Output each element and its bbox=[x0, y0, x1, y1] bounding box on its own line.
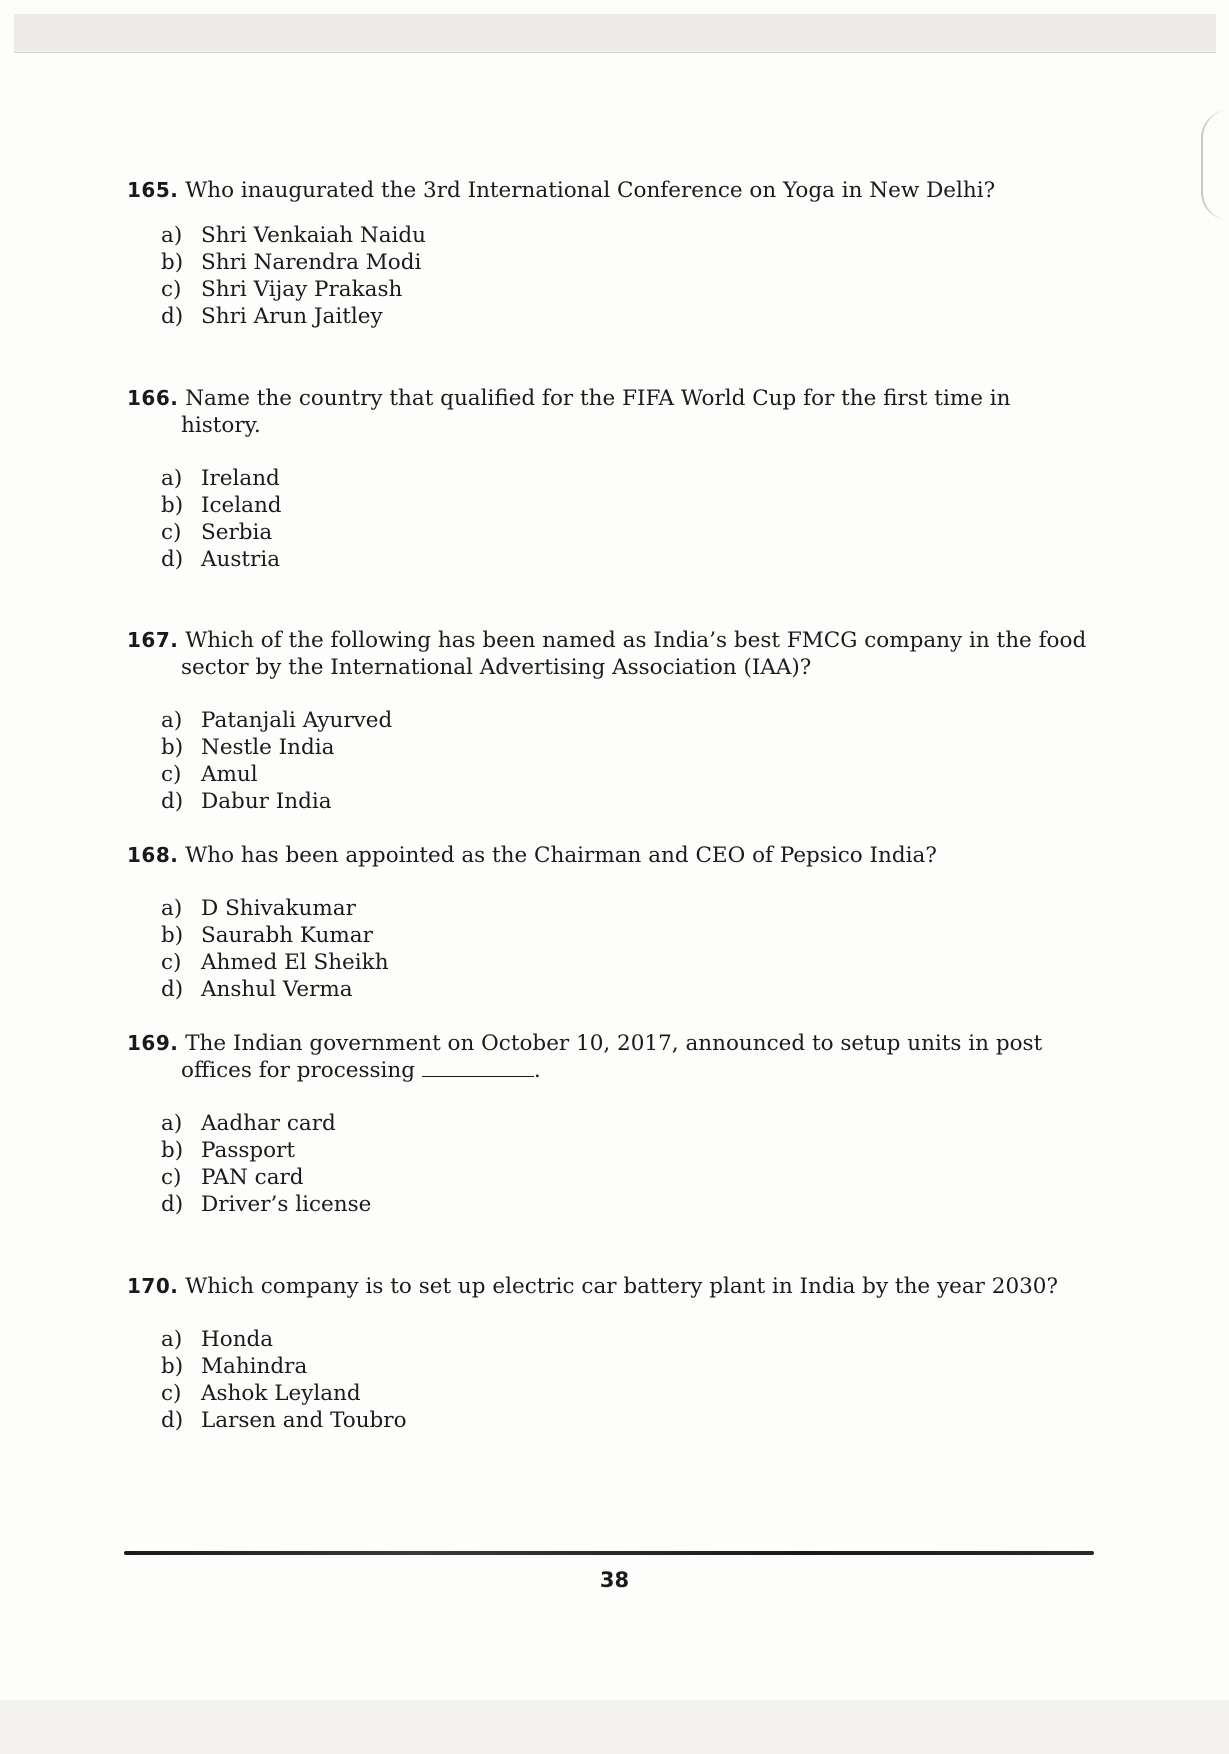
option-text: PAN card bbox=[201, 1165, 304, 1190]
option-letter: c) bbox=[161, 762, 182, 787]
option-text: Shri Venkaiah Naidu bbox=[201, 223, 427, 248]
question-text bbox=[127, 177, 1087, 204]
option-b bbox=[161, 1353, 407, 1380]
question-number: 170. bbox=[127, 1274, 179, 1298]
option-text: Ireland bbox=[201, 466, 280, 491]
option-letter: b) bbox=[161, 923, 184, 948]
option-a bbox=[161, 1110, 371, 1137]
options-list bbox=[161, 707, 392, 815]
option-letter: d) bbox=[161, 977, 184, 1002]
question-end: . bbox=[533, 1058, 541, 1083]
question-text bbox=[127, 627, 1087, 681]
question-number: 167. bbox=[127, 628, 179, 652]
option-letter: a) bbox=[161, 708, 183, 733]
page-number: 38 bbox=[599, 1568, 630, 1592]
option-b bbox=[161, 1137, 371, 1164]
option-letter: c) bbox=[161, 277, 182, 302]
option-letter: d) bbox=[161, 304, 184, 329]
option-text: Saurabh Kumar bbox=[201, 923, 373, 948]
option-c bbox=[161, 1380, 407, 1407]
question-number: 165. bbox=[127, 178, 179, 202]
option-text: Shri Vijay Prakash bbox=[201, 277, 403, 302]
option-letter: b) bbox=[161, 1354, 184, 1379]
question-number: 168. bbox=[127, 843, 179, 867]
option-letter: b) bbox=[161, 735, 184, 760]
option-c bbox=[161, 276, 426, 303]
option-letter: c) bbox=[161, 950, 182, 975]
option-d bbox=[161, 788, 392, 815]
option-text: Honda bbox=[201, 1327, 274, 1352]
option-b bbox=[161, 922, 389, 949]
option-d bbox=[161, 1191, 371, 1218]
option-b bbox=[161, 734, 392, 761]
option-letter: b) bbox=[161, 493, 184, 518]
options-list bbox=[161, 1110, 371, 1218]
option-text: Driver’s license bbox=[201, 1192, 372, 1217]
option-letter: a) bbox=[161, 896, 183, 921]
option-a bbox=[161, 895, 389, 922]
option-text: Austria bbox=[201, 547, 281, 572]
option-text: Aadhar card bbox=[201, 1111, 336, 1136]
question-167 bbox=[127, 627, 1087, 814]
question-166 bbox=[127, 385, 1087, 572]
question-165 bbox=[127, 177, 1087, 329]
option-text: Anshul Verma bbox=[201, 977, 353, 1002]
question-text bbox=[127, 842, 1087, 869]
option-text: Mahindra bbox=[201, 1354, 308, 1379]
option-text: Shri Arun Jaitley bbox=[201, 304, 383, 329]
option-text: Amul bbox=[201, 762, 258, 787]
option-text: Serbia bbox=[201, 520, 273, 545]
question-170 bbox=[127, 1273, 1087, 1433]
option-text: D Shivakumar bbox=[201, 896, 356, 921]
option-text: Passport bbox=[201, 1138, 296, 1163]
fill-in-blank bbox=[422, 1060, 534, 1077]
option-a bbox=[161, 1326, 407, 1353]
option-text: Patanjali Ayurved bbox=[201, 708, 393, 733]
option-letter: d) bbox=[161, 1408, 184, 1433]
option-letter: a) bbox=[161, 1327, 183, 1352]
options-list bbox=[161, 465, 282, 573]
question-169 bbox=[127, 1030, 1087, 1217]
option-a bbox=[161, 465, 282, 492]
option-text: Shri Narendra Modi bbox=[201, 250, 422, 275]
scan-bottom-band bbox=[0, 1700, 1229, 1754]
page-curl-edge bbox=[1201, 110, 1229, 220]
question-body: Who inaugurated the 3rd International Conference on Yoga in New Delhi? bbox=[185, 178, 996, 203]
option-letter: c) bbox=[161, 1381, 182, 1406]
question-168 bbox=[127, 842, 1087, 1002]
option-b bbox=[161, 492, 282, 519]
option-c bbox=[161, 519, 282, 546]
options-list bbox=[161, 895, 389, 1003]
option-letter: c) bbox=[161, 1165, 182, 1190]
question-body: The Indian government on October 10, 2017, announced to setup units in post offices for processing bbox=[181, 1031, 1043, 1083]
option-a bbox=[161, 222, 426, 249]
option-letter: a) bbox=[161, 1111, 183, 1136]
option-letter: c) bbox=[161, 520, 182, 545]
question-text bbox=[127, 385, 1087, 439]
option-d bbox=[161, 1407, 407, 1434]
option-letter: d) bbox=[161, 1192, 184, 1217]
option-c bbox=[161, 1164, 371, 1191]
option-c bbox=[161, 761, 392, 788]
option-text: Nestle India bbox=[201, 735, 335, 760]
question-body: Which of the following has been named as India’s best FMCG company in the food sector by the International Advertising Association (IAA)? bbox=[181, 628, 1087, 680]
question-body: Which company is to set up electric car battery plant in India by the year 2030? bbox=[185, 1274, 1059, 1299]
option-c bbox=[161, 949, 389, 976]
option-letter: d) bbox=[161, 789, 184, 814]
option-letter: b) bbox=[161, 250, 184, 275]
option-d bbox=[161, 976, 389, 1003]
option-text: Larsen and Toubro bbox=[201, 1408, 407, 1433]
question-text bbox=[127, 1273, 1087, 1300]
option-a bbox=[161, 707, 392, 734]
option-letter: d) bbox=[161, 547, 184, 572]
option-text: Ashok Leyland bbox=[201, 1381, 361, 1406]
option-d bbox=[161, 303, 426, 330]
option-text: Dabur India bbox=[201, 789, 332, 814]
option-text: Ahmed El Sheikh bbox=[201, 950, 389, 975]
option-letter: b) bbox=[161, 1138, 184, 1163]
option-text: Iceland bbox=[201, 493, 282, 518]
question-number: 166. bbox=[127, 386, 179, 410]
option-d bbox=[161, 546, 282, 573]
option-b bbox=[161, 249, 426, 276]
option-letter: a) bbox=[161, 466, 183, 491]
question-body: Who has been appointed as the Chairman and CEO of Pepsico India? bbox=[185, 843, 937, 868]
option-letter: a) bbox=[161, 223, 183, 248]
footer-rule bbox=[124, 1551, 1094, 1555]
scan-top-band bbox=[14, 14, 1216, 53]
question-body: Name the country that qualified for the FIFA World Cup for the first time in history. bbox=[181, 386, 1011, 438]
question-number: 169. bbox=[127, 1031, 179, 1055]
question-text bbox=[127, 1030, 1087, 1084]
options-list bbox=[161, 222, 426, 330]
options-list bbox=[161, 1326, 407, 1434]
